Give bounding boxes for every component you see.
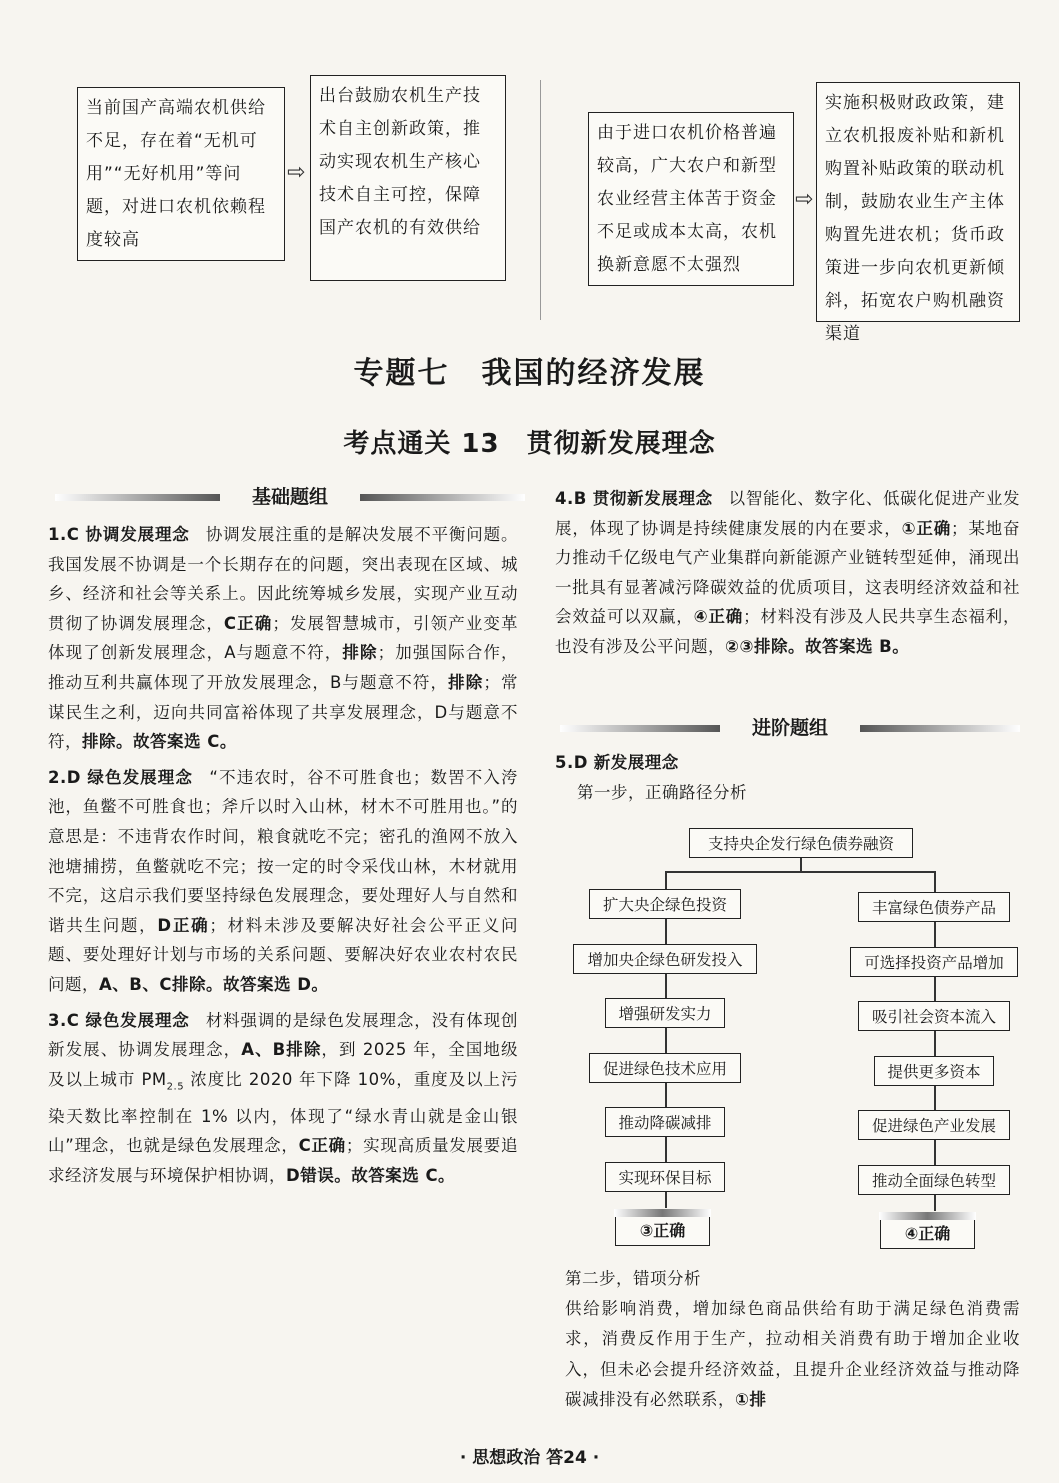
q5-step2: 第二步，错项分析	[565, 1269, 701, 1288]
flow-l-box-2: 增强研发实力	[605, 998, 725, 1028]
q3-text: ；实现高质量发展要追求经济发展与环境保护相协调，	[48, 1136, 518, 1185]
answer-right	[880, 1219, 975, 1249]
q4-text: 以智能化、数字化、低碳化促进产业发展，体现了协调是持续健康发展的内在要求，	[555, 489, 1021, 538]
q4-bold: ④正确	[693, 607, 744, 627]
q5-number: 5.D	[555, 753, 588, 772]
question-3	[48, 1006, 518, 1191]
q2-bold: A、B、C排除。故答案选 D。	[99, 974, 329, 994]
q3-text: 浓度比 2020 年下降 10%，重度及以上污染天数比率控制在 1% 以内，体现了“绿水青山就是金山银山”理念，也就是绿色发展理念，	[48, 1069, 518, 1156]
question-4	[555, 484, 1020, 662]
q4-keyword: 贯彻新发展理念	[592, 489, 713, 508]
q4-bold: ②③排除。故答案选 B。	[725, 636, 910, 656]
q2-text: “不违农时，谷不可胜食也；数罟不入洿池，鱼鳖不可胜食也；斧斤以时入山林，材木不可胜用也。”的意思是：不违背农作时间，粮食就吃不完；密孔的渔网不放入池塘捕捞，鱼鳖就吃不完；按一定的时令采伐山林，木材就用不完，这启示我们要坚持绿色发展理念，要处理好人与自然和谐共生问题，	[48, 767, 518, 935]
arrow-icon: ⇨	[795, 187, 814, 212]
q3-keyword: 绿色发展理念	[85, 1010, 190, 1030]
flow-l-box-5: 实现环保目标	[605, 1162, 725, 1192]
flow-r-box-1: 可选择投资产品增加	[850, 947, 1018, 977]
question-2	[48, 763, 518, 1000]
diagram-right-box2: 实施积极财政政策，建立农机报废补贴和新机购置补贴政策的联动机制，鼓励农业生产主体购置先进农机；货币政策进一步向农机更新倾斜，拓宽农户购机融资渠道	[816, 82, 1020, 322]
section-advanced-label: 进阶题组	[751, 717, 828, 739]
q3-bold: C正确	[298, 1136, 346, 1156]
q5-step1: 第一步，正确路径分析	[577, 782, 747, 802]
page-footer: · 思想政治 答24 ·	[459, 1448, 600, 1468]
q2-bold: D正确	[157, 915, 210, 935]
q5-bold: ①排	[735, 1390, 767, 1410]
section-basic-header	[55, 482, 525, 512]
q1-text: ；常谋民生之利，迈向共同富裕体现了共享发展理念，D与题意不符，	[48, 672, 519, 752]
left-column	[48, 520, 518, 1190]
q5-step2-block	[565, 1264, 1020, 1416]
q1-bold: 排除。故答案选 C。	[82, 732, 237, 752]
q2-keyword: 绿色发展理念	[87, 767, 194, 787]
flow-top: 支持央企发行绿色债券融资	[689, 828, 913, 858]
q1-text: 协调发展注重的是解决发展不平衡问题。我国发展不协调是一个长期存在的问题，突出表现在区域、城乡、经济和社会等关系上。因此统筹城乡发展，实现产业互动贯彻了协调发展理念，	[48, 525, 519, 633]
q1-bold: 排除	[342, 643, 378, 663]
q1-bold: 排除	[448, 672, 484, 692]
flow-r-box-4: 促进绿色产业发展	[858, 1110, 1010, 1140]
answer-left	[615, 1216, 710, 1246]
page-title: 专题七 我国的经济发展	[353, 356, 706, 391]
flow-r-box-2: 吸引社会资本流入	[858, 1001, 1010, 1031]
flow-r-box-3: 提供更多资本	[874, 1056, 994, 1086]
flow-l-box-1: 增加央企绿色研发投入	[573, 944, 757, 974]
q1-bold: C正确	[223, 613, 273, 633]
page-subtitle: 考点通关 13 贯彻新发展理念	[343, 429, 716, 459]
q3-bold: D错误。故答案选 C。	[286, 1165, 456, 1185]
flow-l-box-3: 促进绿色技术应用	[589, 1053, 741, 1083]
question-1	[48, 520, 518, 757]
q1-number: 1.C	[48, 525, 80, 544]
q5-keyword: 新发展理念	[593, 753, 679, 772]
section-basic-label: 基础题组	[251, 486, 328, 508]
flow-r-box-5: 推动全面绿色转型	[858, 1165, 1010, 1195]
diagram-left-box1: 当前国产高端农机供给不足，存在着“无机可用”“无好机用”等问题，对进口农机依赖程度较高	[77, 87, 285, 261]
q3-text: ，到 2025 年，全国地级及以上城市 PM	[48, 1040, 518, 1089]
q4-number: 4.B	[555, 489, 587, 508]
q2-text: ；材料未涉及要解决好社会公平正义问题、要处理好计划与市场的关系问题、要解决好农业农村农民问题，	[48, 915, 519, 994]
divider	[540, 80, 541, 320]
q3-text: 材料强调的是绿色发展理念，没有体现创新发展、协调发展理念，	[48, 1010, 519, 1060]
answer-right-label: ④正确	[904, 1224, 951, 1243]
flow-r-box-0: 丰富绿色债券产品	[858, 892, 1010, 922]
diagram-left-box2: 出台鼓励农机生产技术自主创新政策，推动实现农机生产核心技术自主可控，保障国产农机的有效供给	[310, 75, 506, 281]
right-column-q4	[555, 484, 1020, 662]
q4-text: ；某地奋力推动千亿级电气产业集群向新能源产业链转型延伸，涌现出一批具有显著减污降碳效益的优质项目，这表明经济效益和社会效益可以双赢，	[555, 518, 1020, 627]
q3-number: 3.C	[48, 1010, 80, 1030]
q3-subscript: 2.5	[166, 1080, 185, 1092]
q4-text: ；材料没有涉及人民共享生态福利，也没有涉及公平问题，	[555, 607, 1020, 656]
diagram-right-box1: 由于进口农机价格普遍较高，广大农户和新型农业经营主体苦于资金不足或成本太高，农机换新意愿不太强烈	[588, 112, 794, 286]
flow-l-box-4: 推动降碳减排	[605, 1107, 725, 1137]
q1-text: ；发展智慧城市，引领产业变革体现了创新发展理念，A与题意不符，	[48, 613, 519, 663]
q4-bold: ①正确	[901, 518, 952, 538]
flow-l-box-0: 扩大央企绿色投资	[589, 889, 741, 919]
q2-number: 2.D	[48, 767, 81, 787]
answer-left-label: ③正确	[639, 1221, 686, 1240]
arrow-icon: ⇨	[287, 160, 306, 185]
q5-text: 供给影响消费，增加绿色商品供给有助于满足绿色消费需求，消费反作用于生产，拉动相关消费有助于增加企业收入，但未必会提升经济效益，且提升企业经济效益与推动降碳减排没有必然联系，	[565, 1298, 1020, 1410]
section-advanced-header	[560, 713, 1020, 743]
q1-text: ；加强国际合作，推动互利共赢体现了开放发展理念，B与题意不符，	[48, 643, 519, 692]
q5-header	[555, 748, 1020, 807]
q1-keyword: 协调发展理念	[85, 525, 190, 544]
q5-analysis	[565, 1294, 1020, 1416]
q3-bold: A、B排除	[241, 1040, 322, 1060]
